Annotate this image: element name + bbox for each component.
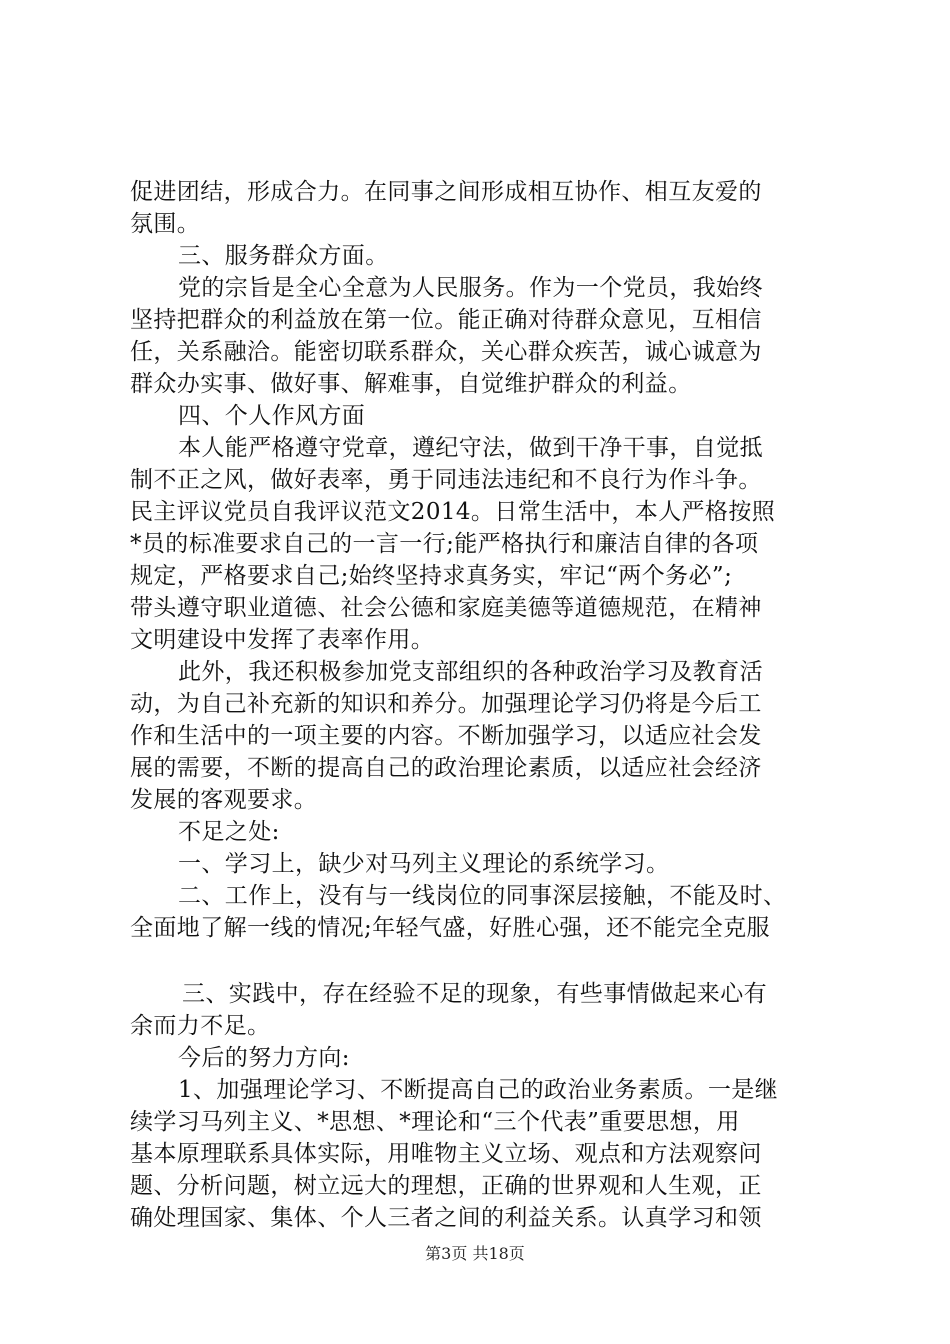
text-line: 发展的客观要求。 bbox=[130, 787, 318, 813]
text-line: 文明建设中发挥了表率作用。 bbox=[130, 627, 435, 653]
text-line: 展的需要，不断的提高自己的政治理论素质，以适应社会经济 bbox=[130, 755, 762, 781]
text-line: 氛围。 bbox=[130, 211, 201, 237]
body-text bbox=[130, 176, 835, 1234]
text-line: *员的标准要求自己的一言一行;能严格执行和廉洁自律的各项 bbox=[130, 531, 759, 557]
text-line: 作和生活中的一项主要的内容。不断加强学习，以适应社会发 bbox=[130, 723, 762, 749]
text-line: 动，为自己补充新的知识和养分。加强理论学习仍将是今后工 bbox=[130, 691, 762, 717]
text-line: 余而力不足。 bbox=[130, 1013, 271, 1039]
text-line: 任，关系融洽。能密切联系群众，关心群众疾苦，诚心诚意为 bbox=[130, 339, 762, 365]
section-heading: 今后的努力方向: bbox=[178, 1045, 350, 1071]
section-heading: 四、个人作风方面 bbox=[178, 403, 366, 429]
text-line: 群众办实事、做好事、解难事，自觉维护群众的利益。 bbox=[130, 371, 692, 397]
text-line: 本人能严格遵守党章，遵纪守法，做到干净干事，自觉抵 bbox=[178, 435, 763, 461]
section-heading: 不足之处: bbox=[178, 819, 280, 845]
page-number-footer: 第3页 共18页 bbox=[425, 1244, 525, 1263]
text-line: 制不正之风，做好表率，勇于同违法违纪和不良行为作斗争。 bbox=[130, 467, 762, 493]
text-line: 三、实践中，存在经验不足的现象，有些事情做起来心有 bbox=[182, 981, 767, 1007]
text-line: 民主评议党员自我评议范文2014。日常生活中，本人严格按照 bbox=[130, 499, 776, 525]
text-line: 带头遵守职业道德、社会公德和家庭美德等道德规范，在精神 bbox=[130, 595, 762, 621]
text-line: 二、工作上，没有与一线岗位的同事深层接触，不能及时、 bbox=[178, 883, 787, 909]
text-line: 题、分析问题，树立远大的理想，正确的世界观和人生观，正 bbox=[130, 1173, 762, 1199]
text-line: 坚持把群众的利益放在第一位。能正确对待群众意见，互相信 bbox=[130, 307, 762, 333]
text-line: 规定，严格要求自己;始终坚持求真务实，牢记“两个务必”; bbox=[130, 563, 733, 589]
text-line: 基本原理联系具体实际，用唯物主义立场、观点和方法观察问 bbox=[130, 1141, 762, 1167]
text-line: 促进团结，形成合力。在同事之间形成相互协作、相互友爱的 bbox=[130, 179, 762, 205]
text-line: 全面地了解一线的情况;年轻气盛，好胜心强，还不能完全克服 bbox=[130, 915, 770, 941]
paragraph-gap bbox=[130, 944, 835, 978]
text-line: 确处理国家、集体、个人三者之间的利益关系。认真学习和领 bbox=[130, 1205, 762, 1231]
text-line: 续学习马列主义、*思想、*理论和“三个代表”重要思想，用 bbox=[130, 1109, 740, 1135]
text-line: 1、加强理论学习、不断提高自己的政治业务素质。一是继 bbox=[178, 1077, 779, 1103]
text-line: 党的宗旨是全心全意为人民服务。作为一个党员，我始终 bbox=[178, 275, 763, 301]
section-heading: 三、服务群众方面。 bbox=[178, 243, 389, 269]
text-line: 此外，我还积极参加党支部组织的各种政治学习及教育活 bbox=[178, 659, 763, 685]
text-line: 一、学习上，缺少对马列主义理论的系统学习。 bbox=[178, 851, 670, 877]
